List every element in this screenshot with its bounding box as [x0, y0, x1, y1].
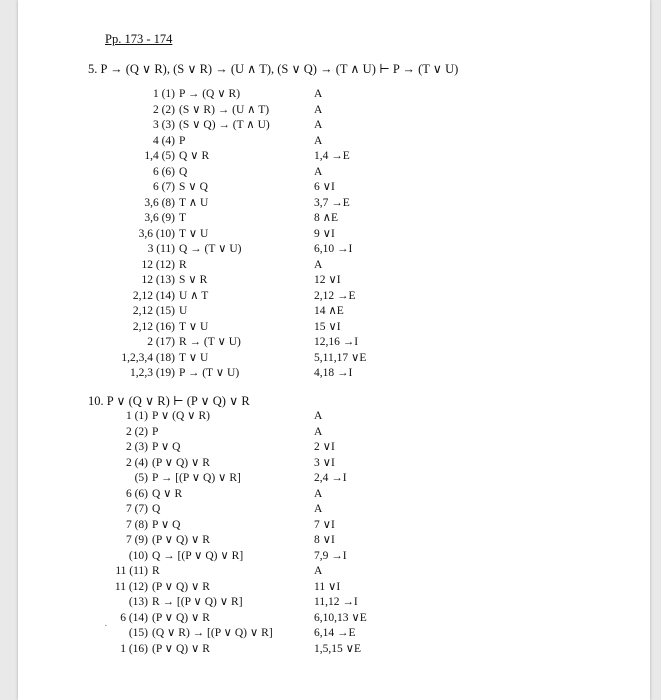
justification: 6 ∨I: [314, 181, 335, 193]
proof-line: [18, 118, 618, 133]
proof-line: [18, 134, 618, 149]
margin-dot: ·: [104, 620, 108, 632]
problem-10-title: 10. P ∨ (Q ∨ R) ⊢ (P ∨ Q) ∨ R: [88, 394, 250, 408]
proof-line: [18, 595, 618, 610]
justification: 12,16 →I: [314, 336, 359, 348]
formula: R → (T ∨ U): [179, 336, 241, 348]
dependency-lines: 2: [147, 336, 153, 348]
justification: 4,18 →I: [314, 367, 353, 379]
line-number: (16): [155, 320, 175, 333]
justification: 2 ∨I: [314, 441, 335, 453]
formula: R → [(P ∨ Q) ∨ R]: [152, 596, 243, 608]
justification: A: [314, 165, 323, 178]
line-number: (14): [155, 289, 175, 302]
formula: P ∨ Q: [152, 441, 181, 453]
line-number: (10): [155, 227, 175, 240]
formula: T ∨ U: [179, 320, 209, 333]
formula: P ∨ Q: [152, 518, 181, 531]
dependency-lines: 2,12: [132, 305, 153, 317]
justification: A: [314, 410, 323, 422]
line-number: (4): [161, 134, 175, 147]
dependency-lines: 1,2,3,4: [121, 351, 153, 364]
line-number: (9): [161, 212, 175, 224]
dependency-lines: 12: [141, 274, 153, 286]
justification: 11 ∨I: [314, 580, 341, 593]
dependency-lines: 3,6: [138, 227, 153, 240]
dependency-lines: 7: [125, 503, 132, 515]
line-number: (18): [155, 351, 175, 364]
dependency-lines: 2: [125, 456, 132, 469]
line-number: (1): [161, 88, 175, 100]
line-number: (16): [128, 642, 148, 655]
dependency-lines: 7: [125, 518, 132, 531]
dependency-lines: 11: [114, 580, 126, 593]
justification: A: [314, 258, 323, 271]
justification: 8 ∨I: [314, 534, 335, 546]
justification: A: [314, 119, 323, 131]
dependency-lines: 3: [152, 119, 159, 131]
dependency-lines: 6: [125, 487, 132, 500]
dependency-lines: 2: [152, 103, 159, 116]
justification: 6,14 →E: [314, 627, 356, 639]
proof-line: [18, 502, 618, 517]
formula: U ∧ T: [179, 289, 209, 302]
formula: P ∨ (Q ∨ R): [152, 410, 210, 422]
justification: 6,10 →I: [314, 243, 353, 255]
formula: (Q ∨ R) → [(P ∨ Q) ∨ R]: [152, 627, 273, 639]
dependency-lines: 6: [152, 165, 159, 178]
dependency-lines: 2: [125, 441, 132, 453]
proof-line: [18, 87, 618, 102]
dependency-lines: 11: [115, 565, 127, 577]
proof-line: [18, 242, 618, 257]
formula: R: [179, 258, 187, 271]
proof-line: [18, 335, 618, 350]
proof-line: [18, 227, 618, 242]
justification: A: [314, 88, 323, 100]
dependency-lines: 2: [125, 425, 132, 438]
justification: A: [314, 103, 323, 116]
proof-line: [18, 533, 618, 548]
proof-line: [18, 642, 618, 657]
dependency-lines: 1: [152, 88, 159, 100]
justification: 3 ∨I: [314, 456, 335, 469]
justification: A: [314, 503, 323, 515]
line-number: (12): [128, 580, 148, 593]
justification: 7,9 →I: [314, 549, 347, 562]
proof-line: [18, 564, 618, 579]
line-number: (5): [134, 472, 148, 484]
formula: T ∧ U: [179, 196, 209, 209]
justification: A: [314, 425, 323, 438]
proof-line: [18, 580, 618, 595]
justification: A: [314, 487, 323, 500]
formula: (P ∨ Q) ∨ R: [152, 580, 210, 593]
proof-line: [18, 180, 618, 195]
justification: 9 ∨I: [314, 227, 335, 240]
line-number: (12): [155, 258, 175, 271]
proof-line: [18, 549, 618, 564]
formula: T ∨ U: [179, 351, 209, 364]
dependency-lines: 3: [147, 243, 154, 255]
line-number: (3): [161, 119, 175, 131]
formula: Q → [(P ∨ Q) ∨ R]: [152, 549, 244, 562]
formula: (P ∨ Q) ∨ R: [152, 642, 210, 655]
line-number: (7): [134, 503, 148, 515]
line-number: (6): [134, 487, 148, 500]
proof-line: [18, 409, 618, 424]
proof-line: [18, 471, 618, 486]
line-number: (15): [128, 627, 148, 639]
dependency-lines: 12: [141, 258, 153, 271]
justification: A: [314, 134, 323, 147]
justification: 1,5,15 ∨E: [314, 642, 362, 655]
line-number: (11): [156, 243, 175, 255]
line-number: (19): [155, 367, 175, 379]
dependency-lines: 3,6: [144, 196, 159, 209]
line-number: (11): [129, 565, 148, 577]
dependency-lines: 1,2,3: [129, 367, 153, 379]
formula: R: [152, 565, 160, 577]
justification: 12 ∨I: [314, 274, 341, 286]
formula: T: [179, 212, 187, 224]
dependency-lines: 6: [152, 181, 159, 193]
dependency-lines: 6: [120, 611, 126, 624]
justification: 7 ∨I: [314, 518, 335, 531]
line-number: (17): [155, 336, 175, 348]
justification: 3,7 →E: [314, 196, 350, 209]
formula: U: [179, 305, 188, 317]
formula: S ∨ Q: [179, 181, 208, 193]
proof-line: [18, 425, 618, 440]
justification: A: [314, 565, 323, 577]
formula: Q → (T ∨ U): [179, 243, 242, 255]
line-number: (3): [134, 441, 148, 453]
line-number: (14): [128, 611, 148, 624]
formula: S ∨ R: [179, 274, 208, 286]
line-number: (8): [134, 518, 148, 531]
proof-line: [18, 366, 618, 381]
proof-line: [18, 289, 618, 304]
justification: 15 ∨I: [314, 320, 341, 333]
formula: (P ∨ Q) ∨ R: [152, 534, 210, 546]
formula: Q ∨ R: [179, 150, 210, 162]
proof-line: [18, 440, 618, 455]
line-number: (8): [161, 196, 175, 209]
formula: P → (T ∨ U): [179, 367, 240, 379]
proof-line: [18, 165, 618, 180]
justification: 1,4 →E: [314, 150, 350, 162]
dependency-lines: 1: [120, 642, 126, 655]
proof-line: [18, 487, 618, 502]
justification: 14 ∧E: [314, 305, 344, 317]
line-number: (4): [134, 456, 148, 469]
proof-line: [18, 273, 618, 288]
dependency-lines: 1,4: [144, 150, 159, 162]
line-number: (10): [128, 549, 148, 562]
dependency-lines: 7: [125, 534, 132, 546]
dependency-lines: 2,12: [132, 289, 153, 302]
line-number: (2): [161, 103, 175, 116]
proof-line: [18, 626, 618, 641]
page-range-heading: Pp. 173 - 174: [105, 32, 173, 46]
formula: T ∨ U: [179, 227, 209, 240]
formula: (P ∨ Q) ∨ R: [152, 456, 210, 469]
justification: 6,10,13 ∨E: [314, 611, 367, 624]
formula: P: [179, 134, 186, 147]
line-number: (9): [134, 534, 148, 546]
proof-line: [18, 258, 618, 273]
proof-line: [18, 518, 618, 533]
dependency-lines: 2,12: [132, 320, 153, 333]
line-number: (1): [134, 410, 148, 422]
formula: P: [152, 425, 159, 438]
formula: Q: [179, 165, 188, 178]
formula: Q: [152, 503, 161, 515]
formula: (S ∨ Q) → (T ∧ U): [179, 119, 270, 131]
proof-line: [18, 196, 618, 211]
line-number: (5): [161, 150, 175, 162]
proof-line: [18, 456, 618, 471]
line-number: (6): [161, 165, 175, 178]
line-number: (13): [155, 274, 175, 286]
justification: 11,12 →I: [314, 596, 358, 608]
formula: Q ∨ R: [152, 487, 183, 500]
line-number: (13): [128, 596, 148, 608]
formula: (S ∨ R) → (U ∧ T): [179, 103, 270, 116]
line-number: (2): [134, 425, 148, 438]
dependency-lines: 1: [125, 410, 132, 422]
proof-line: [18, 320, 618, 335]
proof-line: [18, 211, 618, 226]
justification: 2,4 →I: [314, 472, 347, 484]
proof-line: [18, 103, 618, 118]
formula: P → (Q ∨ R): [179, 88, 241, 100]
proof-line: [18, 351, 618, 366]
formula: P → [(P ∨ Q) ∨ R]: [152, 472, 241, 484]
proof-line: [18, 611, 618, 626]
line-number: (15): [155, 305, 175, 317]
justification: 2,12 →E: [314, 289, 356, 302]
dependency-lines: 4: [152, 134, 159, 147]
justification: 5,11,17 ∨E: [314, 351, 367, 364]
dependency-lines: 3,6: [144, 212, 159, 224]
formula: (P ∨ Q) ∨ R: [152, 611, 210, 624]
proof-line: [18, 149, 618, 164]
document-page: [18, 0, 650, 700]
line-number: (7): [161, 181, 175, 193]
justification: 8 ∧E: [314, 212, 339, 224]
problem-5-title: 5. P → (Q ∨ R), (S ∨ R) → (U ∧ T), (S ∨ Q) → (T ∧ U) ⊢ P → (T ∨ U): [88, 62, 459, 76]
proof-line: [18, 304, 618, 319]
